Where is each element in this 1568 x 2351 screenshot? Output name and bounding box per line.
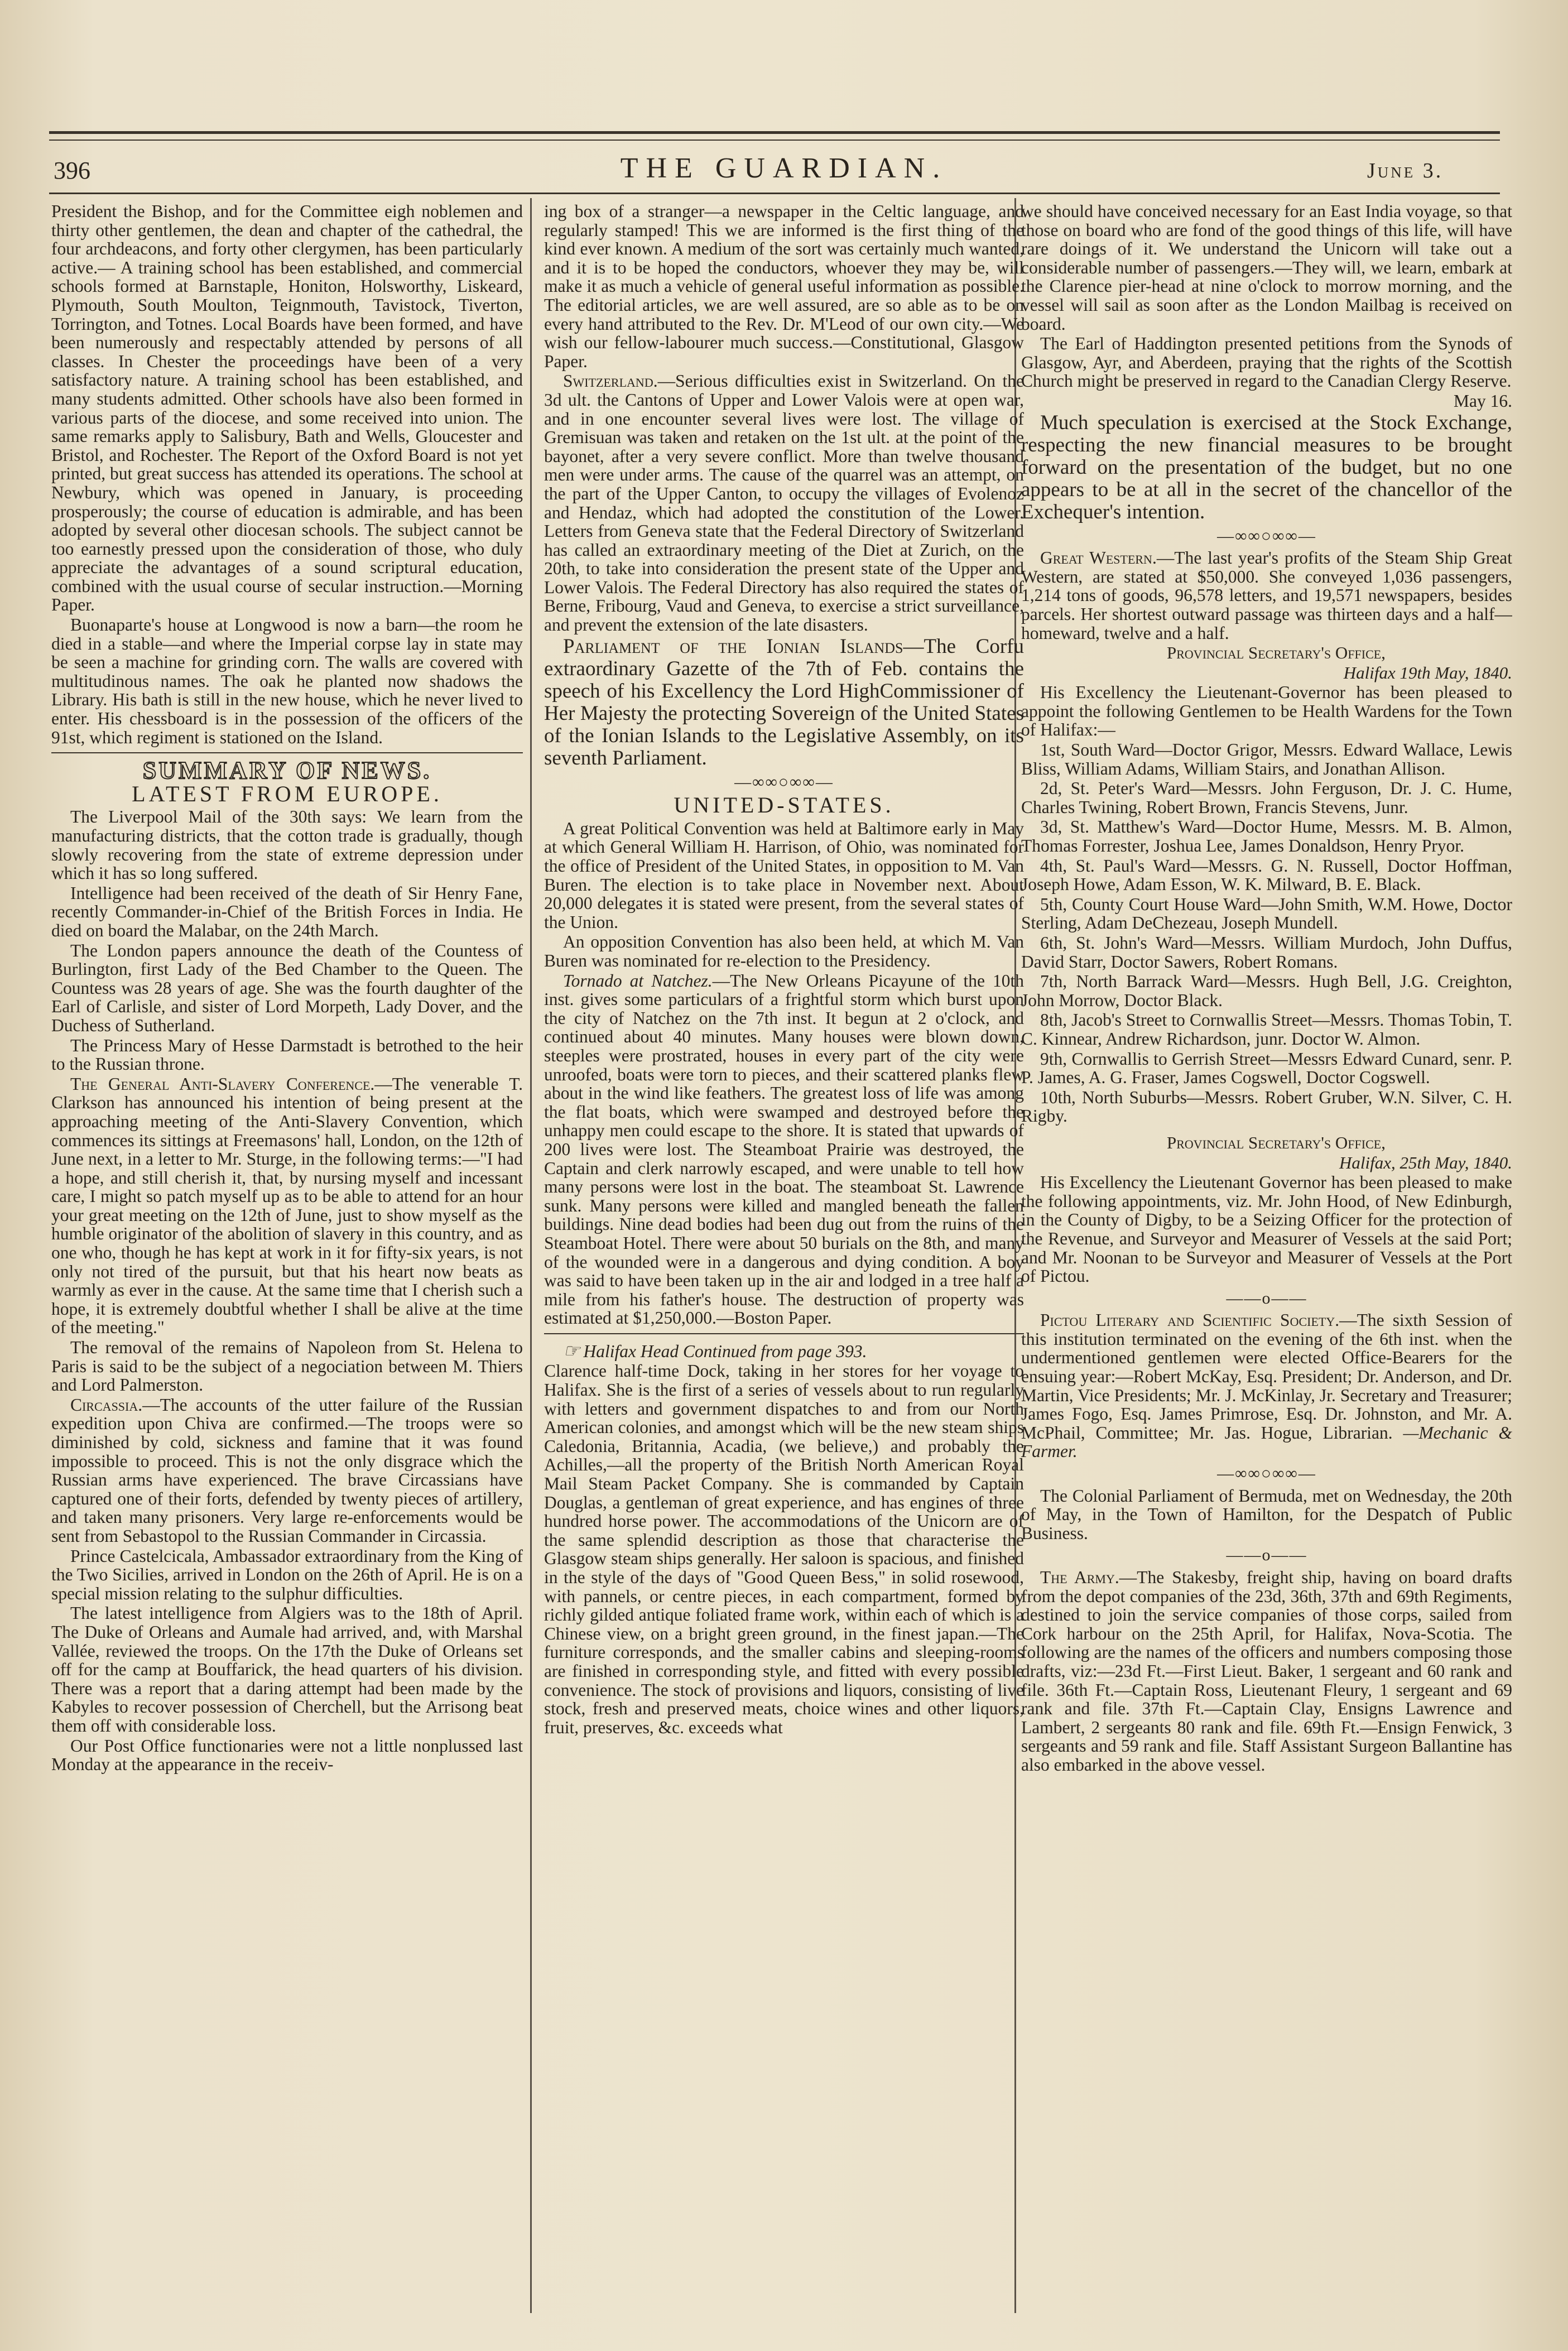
paragraph-body: —The New Orleans Picayune of the 10th inst. gives some particulars of a frightful storm which burst upon the city of Natchez on the 7th inst. It begun at 2 o'clock, and continued about 40 minutes. Many houses were blown down, steeples were prostrated, houses in every part of the city were unroofed, boats were torn to pieces, and their scattered planks flew about in the wind like feathers. The greatest loss of life was among the flat boats, which were swamped and destroyed before the unhappy men could escape to the shore. It is stated that upwards of 200 lives were lost. The Steamboat Prairie was destroyed, the Captain and clerk narrowly escaped, and were unable to tell how many persons were lost in the boat. The steamboat St. Lawrence sunk. Many persons were killed and mangled beneath the fallen buildings. Nine dead bodies had been dug out from the ruins of the Steamboat Hotel. There were about 50 burials on the 8th, and many of the wounded were in a dangerous and dying condition. A boy was said to have been taken up in the air and lodged in a tree half a mile from his father's house. The destruction of property was estimated at $1,250,000.—Boston Paper.: [544, 970, 1024, 1328]
paragraph-body: —Serious difficulties exist in Switzerland. On the 3d ult. the Cantons of Upper and Lower Valois were at open war, and in one encounter several lives were lost. The village of Gremisuan was taken and retaken on the 1st ult. at the point of the bayonet, after a very severe conflict. More than twelve thousand men were under arms. The cause of the quarrel was an attempt, on the part of the Upper Canton, to occupy the villages of Evolenoz and Hendaz, which had adopted the constitution of the Lower. Letters from Geneva state that the Federal Directory of Switzerland has called an extraordinary meeting of the Diet at Zurich, on the 20th, to take into consideration the present state of the Upper and Lower Valois. The Federal Directory has also required the states of Berne, Fribourg, Vaud and Geneva, to exercise a strict surveillance, and prevent the extension of the late disasters.: [544, 371, 1024, 635]
article-paragraph: A great Political Convention was held at Baltimore early in May at which General William H. Harrison, of Ohio, was nominated for the office of President of the United States, in opposition to M. Van Buren. The election is to take place in November next. About 20,000 delegates it is stated were present, from the several states of the Union.: [544, 818, 1024, 932]
ward-entry: 6th, St. John's Ward—Messrs. William Murdoch, John Duffus, David Starr, Doctor Sawers, Robert Romans.: [1021, 933, 1512, 972]
article-paragraph: Clarence half-time Dock, taking in her stores for her voyage to Halifax. She is the first of a series of vessels about to run regularly with letters and government dispatches to and from our North American colonies, and amongst which will be the new steam ships Caledonia, Britannia, Acadia, (we believe,) and probably the Achilles,—all the property of the British North American Royal Mail Steam Packet Company. She is commanded by Captain Douglas, a gentleman of great experience, and has engines of three hundred horse power. The accommodations of the Unicorn are of the same splendid description as those that characterise the Glasgow steam ships generally. Her saloon is spacious, and finished in the style of the days of "Good Queen Bess," in solid rosewood, with pannels, or centre pieces, in each compartment, formed by richly gilded antique foliated frame work, within each of which is a Chinese view, on a bright green ground, in the finest japan.—The furniture corresponds, and the smaller cabins and sleeping-rooms are finished in corresponding style, and fitted with every possible convenience. The stock of provisions and liquors, consisting of live stock, fresh and preserved meats, choice wines and other liquors, fruit, preserves, &c. exceeds what: [544, 1361, 1024, 1737]
ward-entry: 4th, St. Paul's Ward—Messrs. G. N. Russell, Doctor Hoffman, Joseph Howe, Adam Esson, W. K. Milward, B. E. Black.: [1021, 855, 1512, 895]
article-paragraph: Our Post Office functionaries were not a little nonplussed last Monday at the appearance in the receiv-: [51, 1735, 523, 1775]
section-rule: [51, 752, 523, 753]
article-paragraph: His Excellency the Lieutenant-Governor has been pleased to appoint the following Gentlemen to be Health Wardens for the Town of Halifax:—: [1021, 682, 1512, 740]
article-paragraph: The London papers announce the death of the Countess of Burlington, first Lady of the Bed Chamber to the Queen. The Countess was 28 years of age. She was the fourth daughter of the Earl of Carlisle, and sister of Lord Morpeth, Lady Dover, and the Duchess of Sutherland.: [51, 940, 523, 1035]
ornament-divider: —∞∞○∞∞—: [1217, 526, 1316, 545]
office-heading: Provincial Secretary's Office,: [1167, 643, 1386, 663]
article-paragraph: Much speculation is exercised at the Stock Exchange, respecting the new financial measures to be brought forward on the presentation of the budget, but no one appears to be at all in the secret of the chancellor of the Exchequer's intention.: [1021, 411, 1512, 523]
masthead-title: THE GUARDIAN.: [620, 152, 948, 184]
paragraph-lead: Pictou Literary and Scientific Society.: [1040, 1310, 1340, 1330]
article-paragraph: Prince Castelcicala, Ambassador extraordinary from the King of the Two Sicilies, arrived in London on the 26th of April. He is on a special mission relating to the sulphur difficulties.: [51, 1546, 523, 1603]
ornament-divider: —∞∞○∞∞—: [734, 772, 834, 791]
article-paragraph: [51, 1396, 523, 1546]
ornament-divider: ——o——: [1226, 1546, 1307, 1565]
paragraph-body: —The Corfu extraordinary Gazette of the 7th of Feb. contains the speech of his Excellency the Lord HighCommissioner of Her Majesty the protecting Sovereign of the United States of the Ionian Islands to the Legislative Assembly, on its seventh Parliament.: [544, 634, 1024, 770]
office-dateline: Halifax 19th May, 1840.: [1343, 662, 1512, 682]
office-dateline: Halifax, 25th May, 1840.: [1339, 1152, 1512, 1172]
paragraph-lead: The General Anti-Slavery Conference.: [70, 1074, 375, 1094]
ornament-divider: —∞∞○∞∞—: [1217, 1464, 1316, 1483]
source-credit: —Mechanic & Farmer.: [1021, 1422, 1512, 1461]
paragraph-body: —The last year's profits of the Steam Ship Great Western, are stated at $50,000. She conveyed 1,036 passengers, 1,214 tons of goods, 96,578 letters, and 19,571 newspapers, besides parcels. Her shortest outward passage was thirteen days and a half—homeward, twelve and a half.: [1021, 548, 1512, 643]
header-rule-thick: [49, 131, 1500, 134]
paragraph-body: —The accounts of the utter failure of the Russian expedition upon Chiva are confirmed.—The troops were so diminished by cold, sickness and famine that it was found impossible to proceed. This is not the only disgrace which the Russian arms have experienced. The brave Circassians have captured one of their forts, defended by twenty pieces of artillery, and taken many prisoners. Very large re-enforcements would be sent from Sebastopol to the Russian Commander in Circassia.: [51, 1395, 523, 1546]
paragraph-lead: Tornado at Natchez.: [563, 970, 713, 991]
ward-entry: 7th, North Barrack Ward—Messrs. Hugh Bell, J.G. Creighton, John Morrow, Doctor Black.: [1021, 972, 1512, 1010]
paragraph-lead: The Army.: [1040, 1568, 1119, 1587]
article-paragraph: [1021, 1568, 1512, 1775]
paragraph-lead: Switzerland.: [563, 371, 658, 391]
article-paragraph: The latest intelligence from Algiers was to the 18th of April. The Duke of Orleans and Aumale had arrived, and, with Marshal Vallée, reviewed the troops. On the 17th the Duke of Orleans set off for the camp at Bouffarick, the head quarters of his division. There was a report that a daring attempt had been made by the Kabyles to recover possession of Cherchell, but the Arrisong beat them off with considerable loss.: [51, 1603, 523, 1735]
article-paragraph: Intelligence had been received of the death of Sir Henry Fane, recently Commander-in-Chief of the British Forces in India. He died on board the Malabar, on the 24th March.: [51, 883, 523, 940]
article-paragraph: we should have conceived necessary for an East India voyage, so that those on board who are fond of the good things of this life, will have rare doings of it. We understand the Unicorn will take out a considerable number of passengers.—They will, we learn, embark at the Clarence pier-head at nine o'clock to morrow morning, and the vessel will sail as soon after as the London Mailbag is received on board.: [1021, 202, 1512, 334]
ornament-divider: ——o——: [1226, 1289, 1307, 1307]
united-states-heading: UNITED-STATES.: [674, 792, 894, 818]
section-rule: [544, 1333, 1024, 1334]
article-paragraph: The Princess Mary of Hesse Darmstadt is betrothed to the heir to the Russian throne.: [51, 1035, 523, 1074]
column-left: [51, 202, 523, 2311]
paragraph-body: —The venerable T. Clarkson has announced his intention of being present at the approaching meeting of the Anti-Slavery Convention, which commences its sittings at Freemasons' hall, London, on the 12th of June next, in a letter to Mr. Sturge, in the following terms:—"I had a hope, and still cherish it, that, by nursing myself and incessant care, I might so patch myself up as to be able to attend for an hour your great meeting on the 12th of June, just to show myself as the humble originator of the abolition of slavery in this country, and as one who, though he has kept at work in it for fifty-six years, is not only not tired of the pursuit, but that his heart now beats as warmly as ever in the cause. At the same time that I cherish such a hope, it is extremely doubtful whether I shall be alive at the time of the meeting.": [51, 1074, 523, 1338]
dateline: May 16.: [1454, 391, 1512, 411]
article-paragraph: ing box of a stranger—a newspaper in the Celtic language, and regularly stamped! This we are informed is the first thing of the kind ever known. A medium of the sort was certainly much wanted, and it is to be hoped the conductors, whoever they may be, will make it as much a vehicle of general useful information as possible. The editorial articles, we are well assured, are so able as to be on every hand attributed to the Rev. Dr. M'Leod of our own city.—We wish our fellow-labourer much success.—Constitutional, Glasgow Paper.: [544, 202, 1024, 371]
article-paragraph: The removal of the remains of Napoleon from St. Helena to Paris is said to be the subject of a negociation between M. Thiers and Lord Palmerston.: [51, 1338, 523, 1395]
column-middle: [544, 202, 1024, 2311]
paragraph-body: —The sixth Session of this institution terminated on the evening of the 6th inst. when the undermentioned gentlemen were elected Office-Bearers for the ensuing year:—Robert McKay, Esq. President; Dr. Anderson, and Dr. Martin, Vice Presidents; Mr. J. McKinlay, Jr. Secretary and Treasurer; James Fogo, Esq. James Primrose, Esq. Dr. Johnston, and Mr. A. McPhail, Committee; Mr. Jas. Hogue, Librarian.: [1021, 1310, 1512, 1443]
issue-date: June 3.: [1367, 159, 1444, 182]
article-paragraph: [51, 1075, 523, 1337]
ward-entry: 1st, South Ward—Doctor Grigor, Messrs. Edward Wallace, Lewis Bliss, William Adams, William Stairs, and Jonathan Allison.: [1021, 740, 1512, 778]
office-heading: Provincial Secretary's Office,: [1167, 1132, 1386, 1152]
paragraph-body: —The Stakesby, freight ship, having on board drafts from the depot companies of the 23d, 36th, 37th and 69th Regiments, destined to join the service companies of those corps, sailed from Cork harbour on the 25th April, for Halifax, Nova-Scotia. The following are the names of the officers and numbers composing those drafts, viz:—23d Ft.—First Lieut. Baker, 1 sergeant and 60 rank and file. 36th Ft.—Captain Ross, Lieutenant Fleury, 1 sergeant and 69 rank and file. 37th Ft.—Captain Clay, Ensigns Lawrence and Lambert, 2 sergeants 80 rank and file. 69th Ft.—Ensign Fenwick, 3 sergeants and 59 rank and file. Staff Assistant Surgeon Ballantine has also embarked in the above vessel.: [1021, 1568, 1512, 1775]
continued-label: Halifax Head Continued from page 393.: [583, 1341, 867, 1361]
article-paragraph: The Colonial Parliament of Bermuda, met on Wednesday, the 20th of May, in the Town of Hamilton, for the Despatch of Public Business.: [1021, 1485, 1512, 1543]
article-paragraph: [544, 636, 1024, 770]
header-rule-bottom: [49, 193, 1500, 194]
europe-heading: LATEST FROM EUROPE.: [132, 781, 442, 806]
pointing-hand-icon: ☞: [563, 1340, 580, 1362]
ward-entry: 2d, St. Peter's Ward—Messrs. John Ferguson, Dr. J. C. Hume, Charles Twining, Robert Brown, Francis Stevens, Junr.: [1021, 778, 1512, 817]
article-paragraph: [1021, 549, 1512, 642]
article-paragraph: The Liverpool Mail of the 30th says: We learn from the manufacturing districts, that the cotton trade is gradually, though slowly recovering from the state of extreme depression under which it has so long suffered.: [51, 807, 523, 883]
article-paragraph: [1021, 1311, 1512, 1461]
article-paragraph: The Earl of Haddington presented petitions from the Synods of Glasgow, Ayr, and Aberdeen, praying that the rights of the Scottish Church might be preserved in regard to the Canadian Clergy Reserve.: [1021, 334, 1512, 391]
paragraph-lead: Great Western.: [1040, 548, 1157, 568]
article-paragraph: [544, 972, 1024, 1328]
continued-notice: [544, 1342, 1024, 1361]
ward-entry: 9th, Cornwallis to Gerrish Street—Messrs Edward Cunard, senr. P. P. James, A. G. Fraser, James Cogswell, Doctor Cogswell.: [1021, 1049, 1512, 1088]
ward-entry: 8th, Jacob's Street to Cornwallis Street—Messrs. Thomas Tobin, T. C. Kinnear, Andrew Richardson, junr. Doctor W. Almon.: [1021, 1010, 1512, 1049]
article-paragraph: An opposition Convention has also been held, at which M. Van Buren was nominated for re-election to the Presidency.: [544, 932, 1024, 970]
article-paragraph: His Excellency the Lieutenant Governor has been pleased to make the following appointments, viz. Mr. John Hood, of New Edinburgh, in the County of Digby, to be a Seizing Officer for the protection of the Revenue, and Surveyor and Measurer of Vessels at the said Port; and Mr. Noonan to be Surveyor and Measurer of Vessels at the Port of Pictou.: [1021, 1172, 1512, 1286]
header-rule-thin: [49, 140, 1500, 141]
article-paragraph: Buonaparte's house at Longwood is now a barn—the room he died in a stable—and where the Imperial corpse lay in state may be seen a machine for grinding corn. The walls are covered with multitudinous names. The oak he planted now shadows the Library. His bath is still in the new house, which he never lived to enter. His chessboard is in the possession of the officers of the 91st, which regiment is stationed on the Island.: [51, 615, 523, 747]
article-paragraph: President the Bishop, and for the Committee eigh noblemen and thirty other gentlemen, the dean and chapter of the cathedral, the four archdeacons, and forty other clergymen, has been particularly active.— A training school has been established, and commercial schools formed at Barnstaple, Honiton, Holsworthy, Liskeard, Plymouth, South Moulton, Teignmouth, Tavistock, Tiverton, Torrington, and Totnes. Local Boards have been formed, and have been numerously and respectably attended by persons of all classes. In Chester the proceedings have been of a very satisfactory nature. A training school has been established, and many students admitted. Other schools have also been formed in various parts of the diocese, and some received into union. The same remarks apply to Salisbury, Bath and Wells, Gloucester and Bristol, and Rochester. The Report of the Oxford Board is not yet printed, but great success has attended its operations. The school at Newbury, which was opened in January, is proceeding prosperously; the course of education is admirable, and has been adopted by several other diocesan schools. The subject cannot be too earnestly pressed upon the consideration of those, who duly appreciate the advantages of a sound scriptural education, combined with the usual course of secular instruction.—Morning Paper.: [51, 202, 523, 615]
summary-heading: SUMMARY OF NEWS.: [142, 757, 432, 785]
article-paragraph: [544, 372, 1024, 634]
paragraph-lead: Parliament of the Ionian Islands: [563, 634, 903, 658]
ward-entry: 5th, County Court House Ward—John Smith, W.M. Howe, Doctor Sterling, Adam DeChezeau, Joseph Mundell.: [1021, 894, 1512, 933]
column-right: [1021, 202, 1512, 2311]
page-number: 396: [54, 157, 90, 184]
column-divider: [530, 198, 532, 2313]
ward-entry: 10th, North Suburbs—Messrs. Robert Gruber, W.N. Silver, C. H. Rigby.: [1021, 1087, 1512, 1126]
ward-entry: 3d, St. Matthew's Ward—Doctor Hume, Messrs. M. B. Almon, Thomas Forrester, Joshua Lee, James Donaldson, Henry Pryor.: [1021, 817, 1512, 856]
paragraph-lead: Circassia.: [70, 1395, 143, 1415]
